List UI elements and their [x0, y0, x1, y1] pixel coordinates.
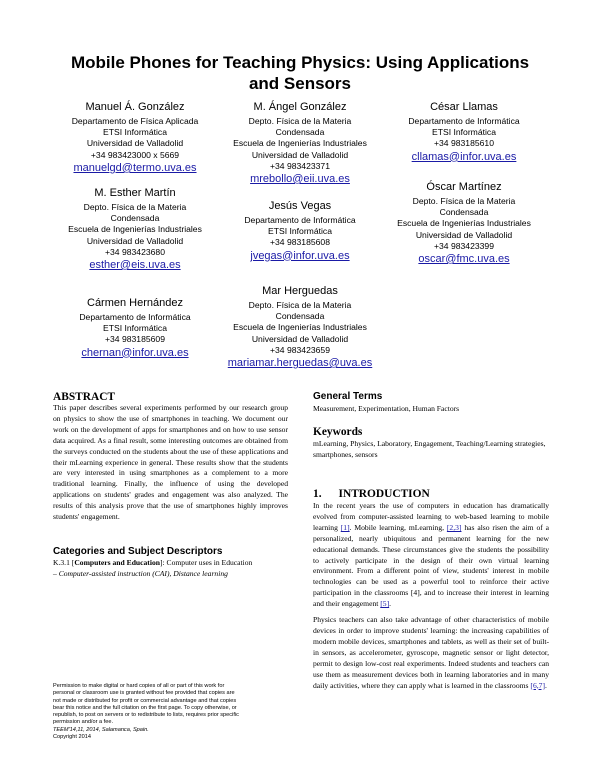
author-affiliation: Universidad de Valladolid: [86, 235, 184, 246]
author-name: Mar Herguedas: [262, 285, 338, 297]
intro-text: In the recent years the use of computers in education has dramatically evolved from computer-assisted learning to web-based learning to mobile learning: [313, 501, 549, 532]
intro-heading: [313, 487, 430, 501]
author-name: M. Esther Martín: [94, 187, 176, 199]
keywords-heading: Keywords: [313, 426, 363, 438]
author-phone: +34 983423000 x 5669: [90, 149, 180, 160]
intro-text: .: [389, 599, 392, 609]
intro-paragraph-2: [313, 615, 549, 691]
intro-text: . Mobile learning, mLearning,: [349, 522, 447, 532]
author-email-link[interactable]: oscar@fmc.uva.es: [418, 253, 510, 266]
permission-line: not made or distributed for profit or commercial advantage and that copies: [53, 697, 237, 704]
author-email-link[interactable]: manuelgd@termo.uva.es: [73, 161, 197, 174]
author-name: Óscar Martínez: [426, 181, 502, 193]
author-phone: +34 983423371: [270, 160, 330, 171]
intro-title: INTRODUCTION: [338, 488, 430, 500]
author-block: [210, 198, 390, 263]
author-phone: +34 983423659: [270, 344, 330, 355]
author-affiliation: ETSI Informática: [268, 226, 332, 237]
author-affiliation: Universidad de Valladolid: [415, 229, 513, 240]
author-affiliation: Condensada: [110, 213, 160, 224]
author-email-link[interactable]: jvegas@infor.uva.es: [250, 249, 350, 262]
author-phone: +34 983423399: [434, 240, 494, 251]
citation-link[interactable]: [1]: [340, 522, 350, 532]
author-affiliation: Escuela de Ingenierías Industriales: [233, 322, 367, 333]
abstract-heading: ABSTRACT: [53, 391, 116, 403]
author-affiliation: Escuela de Ingenierías Industriales: [233, 138, 367, 149]
author-block: [374, 179, 554, 266]
author-affiliation: Departamento de Informática: [79, 312, 191, 322]
author-block: [45, 185, 225, 272]
author-affiliation: Departamento de Informática: [244, 215, 356, 225]
category-rest: ]: Computer uses in Education: [159, 558, 253, 567]
citation-link[interactable]: [2,3]: [446, 522, 462, 532]
author-affiliation: ETSI Informática: [103, 323, 167, 334]
intro-paragraph-1: [313, 501, 549, 610]
intro-text: Physics teachers can also take advantage of other characteristics of mobile devices in order to improve students' learning: the increasing capabilities of modern mobile devices, smartphones and tablets, as well as their set of built-in sensors, as accelerometer, gyroscope, magnetic sensor or light detector, permit to design low-cost real experiments. Indeed students and teachers can use them as measurement devices both in learning laboratories and in many daily activities, where they can apply what is learned in the classrooms: [313, 615, 549, 690]
author-name: Manuel Á. González: [85, 101, 185, 113]
author-email-link[interactable]: mrebollo@eii.uva.es: [250, 173, 350, 186]
author-block: [210, 283, 390, 370]
author-name: Cármen Hernández: [87, 297, 183, 309]
author-phone: +34 983423680: [105, 246, 165, 257]
intro-number: 1.: [313, 488, 322, 500]
categories-body: [53, 558, 293, 580]
author-block: [45, 295, 225, 360]
author-email-link[interactable]: cllamas@infor.uva.es: [411, 150, 517, 163]
intro-text: has also risen the aim of a personalized, nearly ubiquitous and permanent learning for the new educational demands. These circumstances give the students the possibility to actively participate in the design of their own virtual learning environment. From a different point of view, students' interest in mobile technologies can be used as a powerful tool to reinforce their active participation in the classrooms [4], and to increase their interest in learning and their engagement: [313, 522, 550, 609]
author-name: César Llamas: [430, 101, 498, 113]
citation-link[interactable]: [6,7]: [530, 680, 545, 690]
paper-title-line-2: and Sensors: [248, 74, 352, 93]
permission-copyright: Copyright 2014: [53, 734, 91, 741]
author-block: [374, 99, 554, 164]
author-affiliation: Escuela de Ingenierías Industriales: [68, 224, 202, 235]
author-email-link[interactable]: chernan@infor.uva.es: [81, 346, 189, 359]
permission-notice: [53, 683, 239, 741]
author-affiliation: Departamento de Informática: [408, 116, 520, 126]
author-affiliation: ETSI Informática: [103, 127, 167, 138]
permission-line: personal or classroom use is granted without fee provided that copies are: [53, 690, 235, 697]
author-email-link[interactable]: mariamar.herguedas@uva.es: [227, 357, 373, 370]
author-affiliation: Escuela de Ingenierías Industriales: [397, 218, 531, 229]
author-affiliation: Universidad de Valladolid: [86, 138, 184, 149]
author-phone: +34 983185608: [270, 237, 330, 248]
permission-line: permission and/or a fee.: [53, 719, 114, 726]
author-affiliation: Universidad de Valladolid: [251, 149, 349, 160]
permission-line: Permission to make digital or hard copies of all or part of this work for: [53, 683, 225, 689]
author-affiliation: Depto. Física de la Materia: [412, 196, 516, 206]
author-phone: +34 983185610: [434, 138, 494, 149]
author-affiliation: Depto. Física de la Materia: [248, 300, 352, 310]
author-affiliation: Depto. Física de la Materia: [248, 116, 352, 126]
author-affiliation: Departamento de Física Aplicada: [71, 116, 199, 126]
category-name: Computers and Education: [74, 558, 160, 567]
author-affiliation: Universidad de Valladolid: [251, 333, 349, 344]
author-email-link[interactable]: esther@eis.uva.es: [89, 259, 181, 272]
author-block: [45, 99, 225, 175]
category-line-2: – Computer-assisted instruction (CAI), Distance learning: [53, 568, 228, 578]
author-affiliation: ETSI Informática: [432, 127, 496, 138]
author-affiliation: Depto. Física de la Materia: [83, 202, 187, 212]
author-affiliation: Condensada: [439, 207, 489, 218]
author-name: Jesús Vegas: [268, 200, 332, 212]
general-terms-heading: General Terms: [313, 391, 383, 402]
general-terms-body: Measurement, Experimentation, Human Factors: [313, 404, 460, 413]
author-phone: +34 983185609: [105, 334, 165, 345]
author-affiliation: Condensada: [275, 311, 325, 322]
paper-title: [30, 52, 570, 94]
author-affiliation: Condensada: [275, 127, 325, 138]
abstract-text: This paper describes several experiments performed by our research group on physics to show the use of smartphones in teaching. We document our work on the development of apps for smartphones and on how to use sensor data acquired. As a final result, some interesting outcomes are obtained from the surveys conducted on the students about the use of these applications and their mLearning experience in general. These results show that the students are very interested in using smartphones as a complement to a more traditional learning. Finally, the influence of using the developed applications on students' grades and engagement was also analyzed. The results of this analysis prove that the use of smartphones highly improves students' engagement.: [53, 403, 288, 522]
category-code: K.3.1 [: [53, 558, 75, 567]
permission-line: bear this notice and the full citation on the first page. To copy otherwise, or: [53, 704, 237, 711]
abstract-body: [53, 403, 288, 523]
paper-title-line-1: Mobile Phones for Teaching Physics: Using Applications: [70, 53, 530, 72]
intro-body: [313, 501, 549, 691]
category-line-1: [53, 558, 293, 569]
intro-text: .: [544, 680, 547, 690]
permission-conference: TEEM'14,11, 2014, Salamanca, Spain.: [53, 726, 149, 733]
citation-link[interactable]: [5]: [380, 599, 390, 609]
categories-heading: Categories and Subject Descriptors: [53, 546, 223, 557]
permission-line: republish, to post on servers or to redistribute to lists, requires prior specific: [53, 712, 239, 719]
author-block: [210, 99, 390, 186]
keywords-body: mLearning, Physics, Laboratory, Engagement, Teaching/Learning strategies, smartphones, sensors: [313, 439, 546, 459]
author-name: M. Ángel González: [253, 101, 347, 113]
